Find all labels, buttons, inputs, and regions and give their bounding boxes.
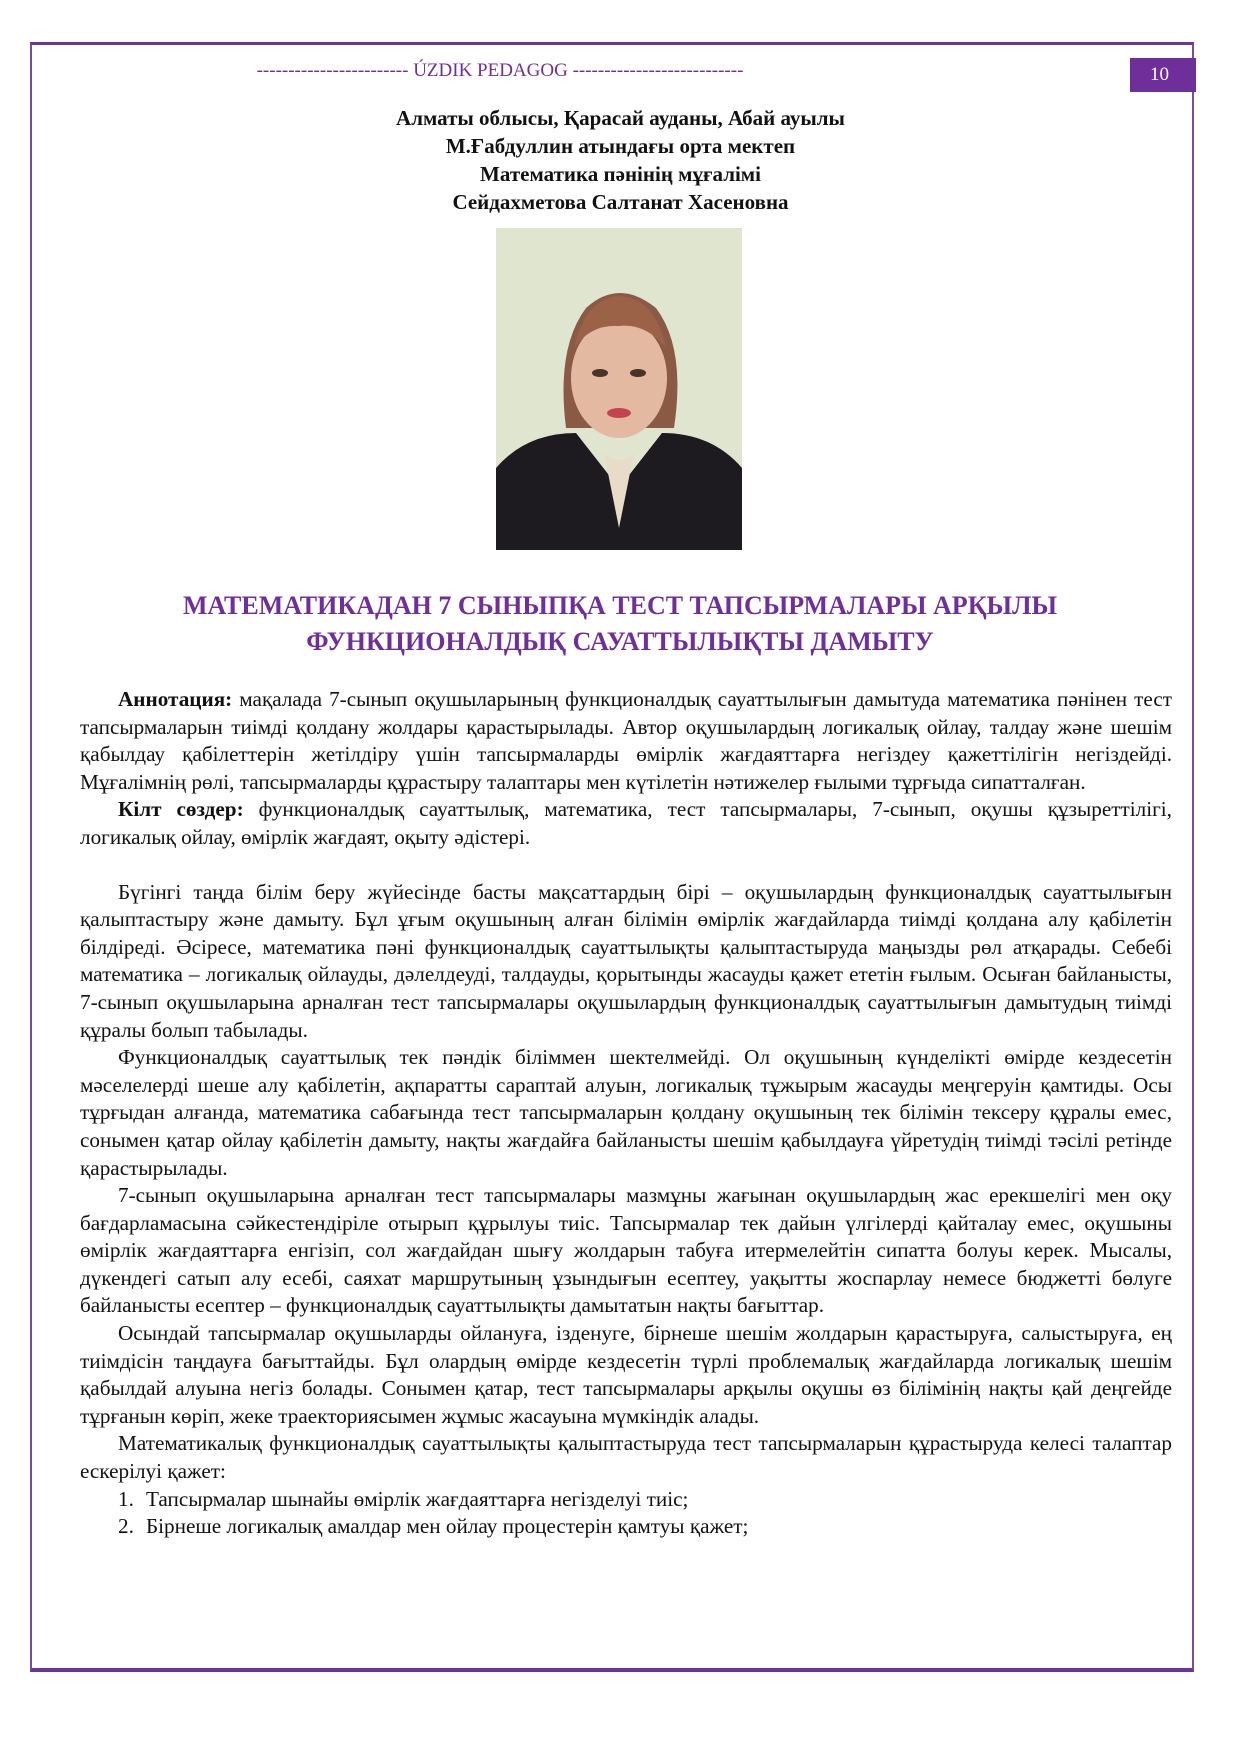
list-item-text: Бірнеше логикалық амалдар мен ойлау процестерін қамтуы қажет; (146, 1514, 749, 1539)
list-item (80, 1486, 1172, 1514)
author-school: М.Ғабдуллин атындағы орта мектеп (445, 134, 796, 158)
list-item-text: Тапсырмалар шынайы өмірлік жағдаяттарға негізделуі тиіс; (146, 1486, 689, 1511)
keywords-label: Кілт сөздер: (118, 797, 244, 822)
article-title-line-1: МАТЕМАТИКАДАН 7 СЫНЫПҚА ТЕСТ ТАПСЫРМАЛАРЫ АРҚЫЛЫ (183, 591, 1057, 620)
abstract-label: Аннотация: (118, 687, 233, 711)
requirements-list (80, 1486, 1172, 1541)
author-affiliation (0, 104, 1241, 216)
article-body (80, 686, 1172, 1541)
paragraph: Бүгінгі таңда білім беру жүйесінде басты мақсаттардың бірі – оқушылардың функционалдық сауаттылығын қалыптастыру және дамыту. Бұл ұғым оқушының алған білімін өмірлік жағдайларда тиімді қолдана алу қабілетін білдіреді. Әсіресе, математика пәні функционалдық сауаттылықты қалыптастыруда маңызды рөл атқарады. Себебі математика – логикалық ойлауды, дәлелдеуді, талдауды, қорытынды жасауды қажет ететін ғылым. Осыған байланысты, 7-сынып оқушыларына арналған тест тапсырмалары оқушылардың функционалдық сауаттылығын дамытудың тиімді құралы болып табылады. (80, 879, 1172, 1042)
page-number: 10 (1130, 58, 1196, 92)
abstract (80, 686, 1172, 796)
keywords (80, 796, 1172, 851)
paragraph: 7-сынып оқушыларына арналған тест тапсырмалары мазмұны жағынан оқушылардың жас ерекшелігі мен оқу бағдарламасына сәйкестендіріле отырып құрылуы тиіс. Тапсырмалар тек дайын үлгілерді қайталау емес, оқушыны өмірлік жағдаяттарға енгізіп, сол жағдайдан шығу жолдарын табуға итермелейтін сипатта болуы керек. Мысалы, дүкендегі сатып алу есебі, саяхат маршрутының ұзындығын есептеу, уақытты жоспарлау немесе бюджетті бөлуге байланысты есептер – функционалдық сауаттылықты дамытатын нақты бағыттар. (80, 1183, 1172, 1318)
author-name: Сейдахметова Салтанат Хасеновна (452, 190, 789, 214)
author-region: Алматы облысы, Қарасай ауданы, Абай ауылы (396, 106, 845, 130)
article-title-line-2: ФУНКЦИОНАЛДЫҚ САУАТТЫЛЫҚТЫ ДАМЫТУ (306, 627, 934, 656)
paragraph: Осындай тапсырмалар оқушыларды ойлануға, ізденуге, бірнеше шешім жолдарын қарастыруға, салыстыруға, ең тиімдісін таңдауға бағыттайды. Бұл олардың өмірде кездесетін түрлі проблемалық жағдайларда логикалық шешім қабылдай алуына негіз болады. Сонымен қатар, тест тапсырмалары арқылы оқушы өз білімінің нақты қай деңгейде тұрғанын көріп, жеке траекториясымен жұмыс жасауына мүмкіндік алады. (80, 1321, 1172, 1428)
keywords-text: функционалдық сауаттылық, математика, тест тапсырмалары, 7-сынып, оқушы құзыреттілігі, логикалық ойлау, өмірлік жағдаят, оқыту әдістері. (80, 797, 1172, 849)
author-position: Математика пәнінің мұғалімі (480, 162, 761, 186)
author-photo (496, 228, 742, 550)
list-item-number: 1. (118, 1486, 134, 1511)
paragraph: Функционалдық сауаттылық тек пәндік біліммен шектелмейді. Ол оқушының күнделікті өмірде кездесетін мәселелерді шеше алу қабілетін, ақпаратты сараптай алуын, логикалық тұжырым жасауды меңгеруін қамтиды. Осы тұрғыдан алғанда, математика сабағында тест тапсырмаларын қолдану оқушының тек білімін тексеру құралы емес, сонымен қатар ойлау қабілетін дамыту, нақты жағдайға байланысты шешім қабылдауға үйретудің тиімді тәсілі ретінде қарастырылады. (80, 1045, 1172, 1180)
list-item-number: 2. (118, 1514, 134, 1539)
article-title (80, 588, 1160, 660)
paragraph: Математикалық функционалдық сауаттылықты қалыптастыруда тест тапсырмаларын құрастыруда келесі талаптар ескерілуі қажет: (80, 1431, 1172, 1484)
running-header: ------------------------ ÚZDIK PEDAGOG --------------------------- (256, 60, 744, 81)
abstract-text: мақалада 7-сынып оқушыларының функционалдық сауаттылығын дамытуда математика пәнінен тест тапсырмаларын тиімді қолдану жолдары қарастырылады. Автор оқушылардың логикалық ойлау, талдау және шешім қабылдау қабілеттерін жетілдіру үшін тапсырмаларды өмірлік жағдаяттарға негіздеу қажеттілігін негіздейді. Мұғалімнің рөлі, тапсырмаларды құрастыру талаптары мен күтілетін нәтижелер ғылыми тұрғыда сипатталған. (80, 687, 1172, 794)
list-item (80, 1513, 1172, 1541)
portrait-photo-icon (496, 228, 742, 550)
